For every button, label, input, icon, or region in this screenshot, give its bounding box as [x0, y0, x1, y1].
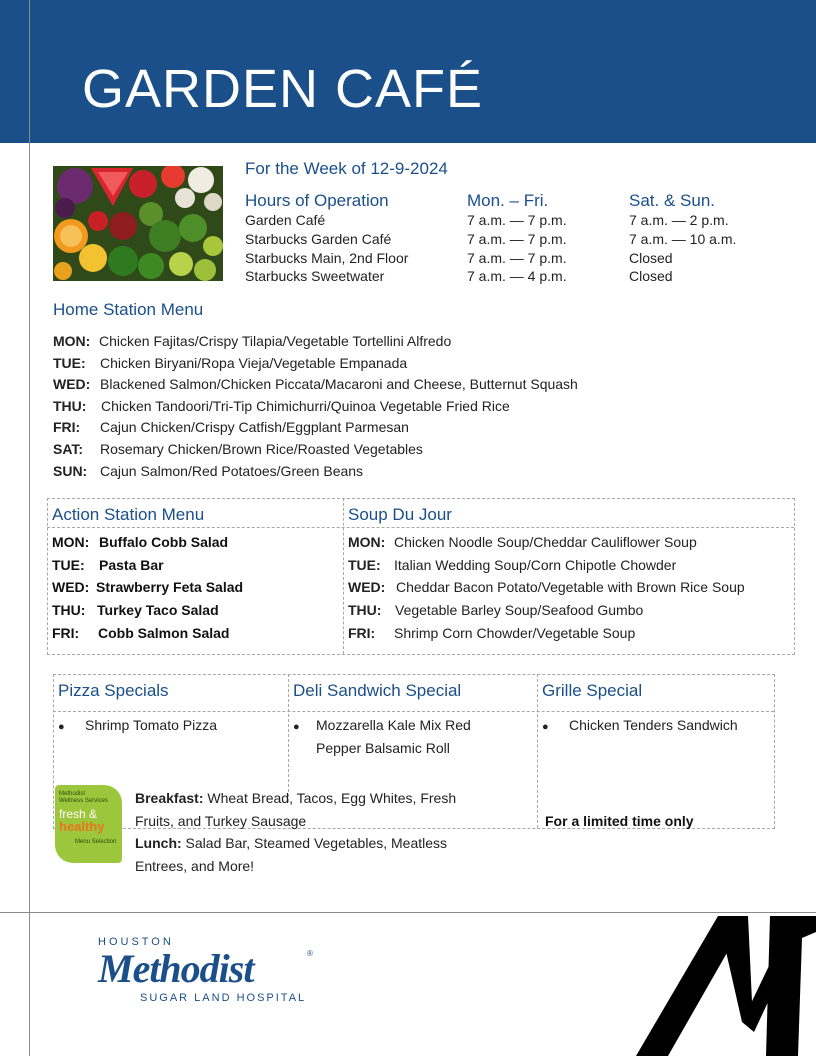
menu-item-text: Rosemary Chicken/Brown Rice/Roasted Vegetables — [100, 441, 423, 457]
day-label: FRI: — [53, 419, 81, 435]
menu-item-text: Chicken Fajitas/Crispy Tilapia/Vegetable Tortellini Alfredo — [99, 333, 452, 349]
day-label: MON: — [348, 534, 386, 550]
pizza-item: Shrimp Tomato Pizza — [85, 717, 218, 733]
menu-item-text: Vegetable Barley Soup/Seafood Gumbo — [395, 602, 644, 618]
day-label: TUE: — [52, 557, 85, 573]
menu-item-text: Turkey Taco Salad — [97, 602, 219, 618]
pizza-heading: Pizza Specials — [58, 681, 169, 700]
table-divider — [537, 674, 538, 828]
day-label: MON: — [52, 534, 90, 550]
menu-item-text: Pasta Bar — [99, 557, 164, 573]
registered-icon: ® — [307, 949, 313, 958]
hours-heading: Hours of Operation — [245, 191, 389, 210]
day-label: SAT: — [53, 441, 84, 457]
home-station-heading: Home Station Menu — [53, 300, 204, 319]
day-label: TUE: — [53, 355, 86, 371]
m-mark-icon — [630, 912, 816, 1056]
list-item — [52, 602, 219, 618]
table-divider — [288, 674, 289, 802]
day-label: WED: — [52, 579, 90, 595]
list-item — [53, 333, 451, 349]
deli-heading: Deli Sandwich Special — [293, 681, 462, 700]
lunch-label: Lunch: — [135, 835, 182, 851]
logo-houston: HOUSTON — [98, 936, 174, 948]
hours-weekend-heading: Sat. & Sun. — [629, 191, 715, 210]
list-item — [52, 534, 228, 550]
list-item — [53, 376, 578, 392]
list-item — [52, 557, 164, 573]
day-label: WED: — [53, 376, 91, 392]
logo-sub: Menu Selection — [75, 839, 117, 845]
logo-methodist: Methodist — [98, 946, 254, 991]
limited-time-note: For a limited time only — [545, 813, 694, 829]
list-item — [53, 441, 423, 457]
breakfast-label: Breakfast: — [135, 790, 204, 806]
menu-item-text: Cheddar Bacon Potato/Vegetable with Brown Rice Soup — [396, 579, 745, 595]
table-divider — [53, 711, 774, 712]
logo-fresh: fresh & — [59, 807, 98, 821]
lunch-items: Salad Bar, Steamed Vegetables, Meatless Entrees, and More! — [135, 835, 448, 874]
hours-weekend: 7 a.m. — 10 a.m. — [629, 231, 737, 247]
list-item — [348, 625, 635, 641]
hours-weekend: 7 a.m. — 2 p.m. — [629, 212, 729, 228]
breakfast-items: Wheat Bread, Tacos, Egg Whites, Fresh Fruits, and Turkey Sausage — [135, 790, 457, 829]
deli-item-line2: Pepper Balsamic Roll — [316, 740, 450, 756]
list-item — [348, 602, 643, 618]
vertical-rule — [29, 0, 30, 1056]
hours-location: Garden Café — [245, 212, 326, 228]
hours-location: Starbucks Main, 2nd Floor — [245, 250, 409, 266]
list-item — [53, 419, 409, 435]
week-label: For the Week of 12-9-2024 — [245, 159, 448, 178]
list-item — [52, 579, 243, 595]
hours-weekend: Closed — [629, 268, 673, 284]
page-title: GARDEN CAFÉ — [82, 59, 484, 119]
menu-item-text: Strawberry Feta Salad — [96, 579, 244, 595]
day-label: WED: — [348, 579, 386, 595]
bullet-icon: ● — [293, 721, 300, 733]
menu-item-text: Cajun Salmon/Red Potatoes/Green Beans — [100, 463, 364, 479]
soup-heading: Soup Du Jour — [348, 505, 452, 524]
list-item — [53, 398, 510, 414]
day-label: FRI: — [52, 625, 80, 641]
list-item — [53, 355, 407, 371]
hours-weekday: 7 a.m. — 7 p.m. — [467, 250, 567, 266]
menu-item-text: Blackened Salmon/Chicken Piccata/Macaroni and Cheese, Butternut Squash — [100, 376, 578, 392]
table-divider — [47, 527, 794, 528]
bullet-icon: ● — [58, 721, 65, 733]
fresh-healthy-logo — [55, 785, 122, 863]
hours-location: Starbucks Garden Café — [245, 231, 392, 247]
day-label: FRI: — [348, 625, 376, 641]
list-item — [52, 625, 229, 641]
list-item — [348, 534, 697, 550]
day-label: TUE: — [348, 557, 381, 573]
logo-healthy: healthy — [59, 819, 105, 834]
menu-item-text: Chicken Biryani/Ropa Vieja/Vegetable Empanada — [100, 355, 408, 371]
list-item — [348, 579, 745, 595]
menu-item-text: Chicken Noodle Soup/Cheddar Cauliflower Soup — [394, 534, 697, 550]
day-label: THU: — [348, 602, 382, 618]
hours-location: Starbucks Sweetwater — [245, 268, 385, 284]
hours-weekend: Closed — [629, 250, 673, 266]
logo-line: Wellness Services — [59, 798, 108, 804]
hours-weekday-heading: Mon. – Fri. — [467, 191, 549, 210]
menu-item-text: Cobb Salmon Salad — [98, 625, 230, 641]
hours-weekday: 7 a.m. — 7 p.m. — [467, 212, 567, 228]
day-label: SUN: — [53, 463, 88, 479]
bullet-icon: ● — [542, 721, 549, 733]
day-label: THU: — [52, 602, 86, 618]
list-item — [348, 557, 676, 573]
logo-sugar-land: SUGAR LAND HOSPITAL — [140, 992, 307, 1004]
menu-item-text: Buffalo Cobb Salad — [99, 534, 229, 550]
hours-weekday: 7 a.m. — 4 p.m. — [467, 268, 567, 284]
lunch-text — [135, 832, 485, 878]
houston-methodist-logo — [78, 922, 328, 1010]
menu-item-text: Cajun Chicken/Crispy Catfish/Eggplant Parmesan — [100, 419, 409, 435]
breakfast-text — [135, 787, 485, 833]
hours-weekday: 7 a.m. — 7 p.m. — [467, 231, 567, 247]
action-station-heading: Action Station Menu — [52, 505, 205, 524]
grille-heading: Grille Special — [542, 681, 643, 700]
produce-photo — [53, 166, 223, 281]
menu-item-text: Italian Wedding Soup/Corn Chipotle Chowder — [394, 557, 677, 573]
grille-item: Chicken Tenders Sandwich — [569, 717, 738, 733]
list-item — [53, 463, 363, 479]
menu-item-text: Shrimp Corn Chowder/Vegetable Soup — [394, 625, 636, 641]
logo-line: Methodist — [59, 791, 86, 797]
day-label: THU: — [53, 398, 87, 414]
menu-item-text: Chicken Tandoori/Tri-Tip Chimichurri/Quinoa Vegetable Fried Rice — [101, 398, 510, 414]
deli-item-line1: Mozzarella Kale Mix Red — [316, 717, 471, 733]
table-divider — [343, 498, 344, 654]
day-label: MON: — [53, 333, 91, 349]
